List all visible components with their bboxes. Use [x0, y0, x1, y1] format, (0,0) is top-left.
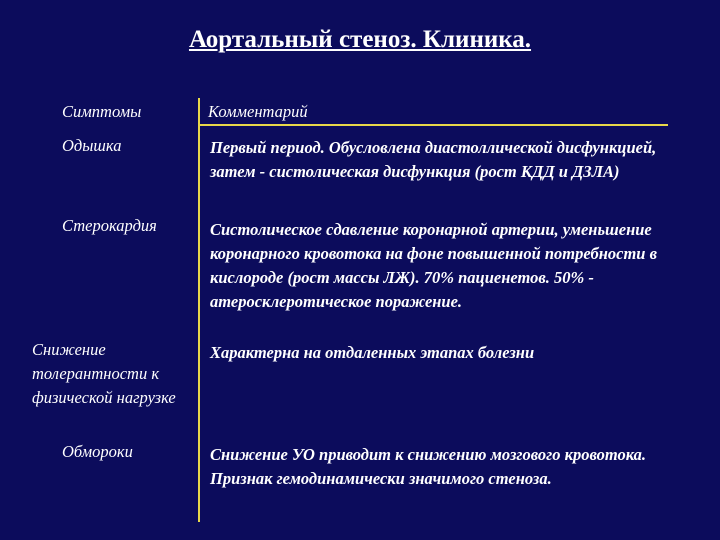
comment-exercise-intolerance: Характерна на отдаленных этапах болезни: [210, 343, 535, 362]
column-divider: [198, 98, 200, 522]
symptom-exercise-intolerance: Снижение толерантности к физической нагрузке: [32, 340, 176, 407]
header-comment: Комментарий: [208, 102, 308, 121]
header-divider: [200, 124, 668, 126]
header-symptoms: Симптомы: [62, 102, 142, 121]
comment-syncope: Снижение УО приводит к снижению мозгового кровотока. Признак гемодинамически значимого стеноза.: [210, 445, 647, 488]
symptom-syncope: Обмороки: [62, 442, 133, 461]
symptom-dyspnea: Одышка: [62, 136, 122, 155]
comment-dyspnea: Первый период. Обусловлена диастоллической дисфункцией, затем - систолическая дисфункция (рост КДД и ДЗЛА): [210, 138, 657, 181]
symptom-angina: Стерокардия: [62, 216, 157, 235]
slide-title: Аортальный стеноз. Клиника.: [188, 26, 532, 53]
comment-angina: Систолическое сдавление коронарной артерии, уменьшение коронарного кровотока на фоне повышенной потребности в кислороде (рост массы ЛЖ). 70% пациенетов. 50% - атеросклеротическое поражение.: [210, 220, 657, 311]
